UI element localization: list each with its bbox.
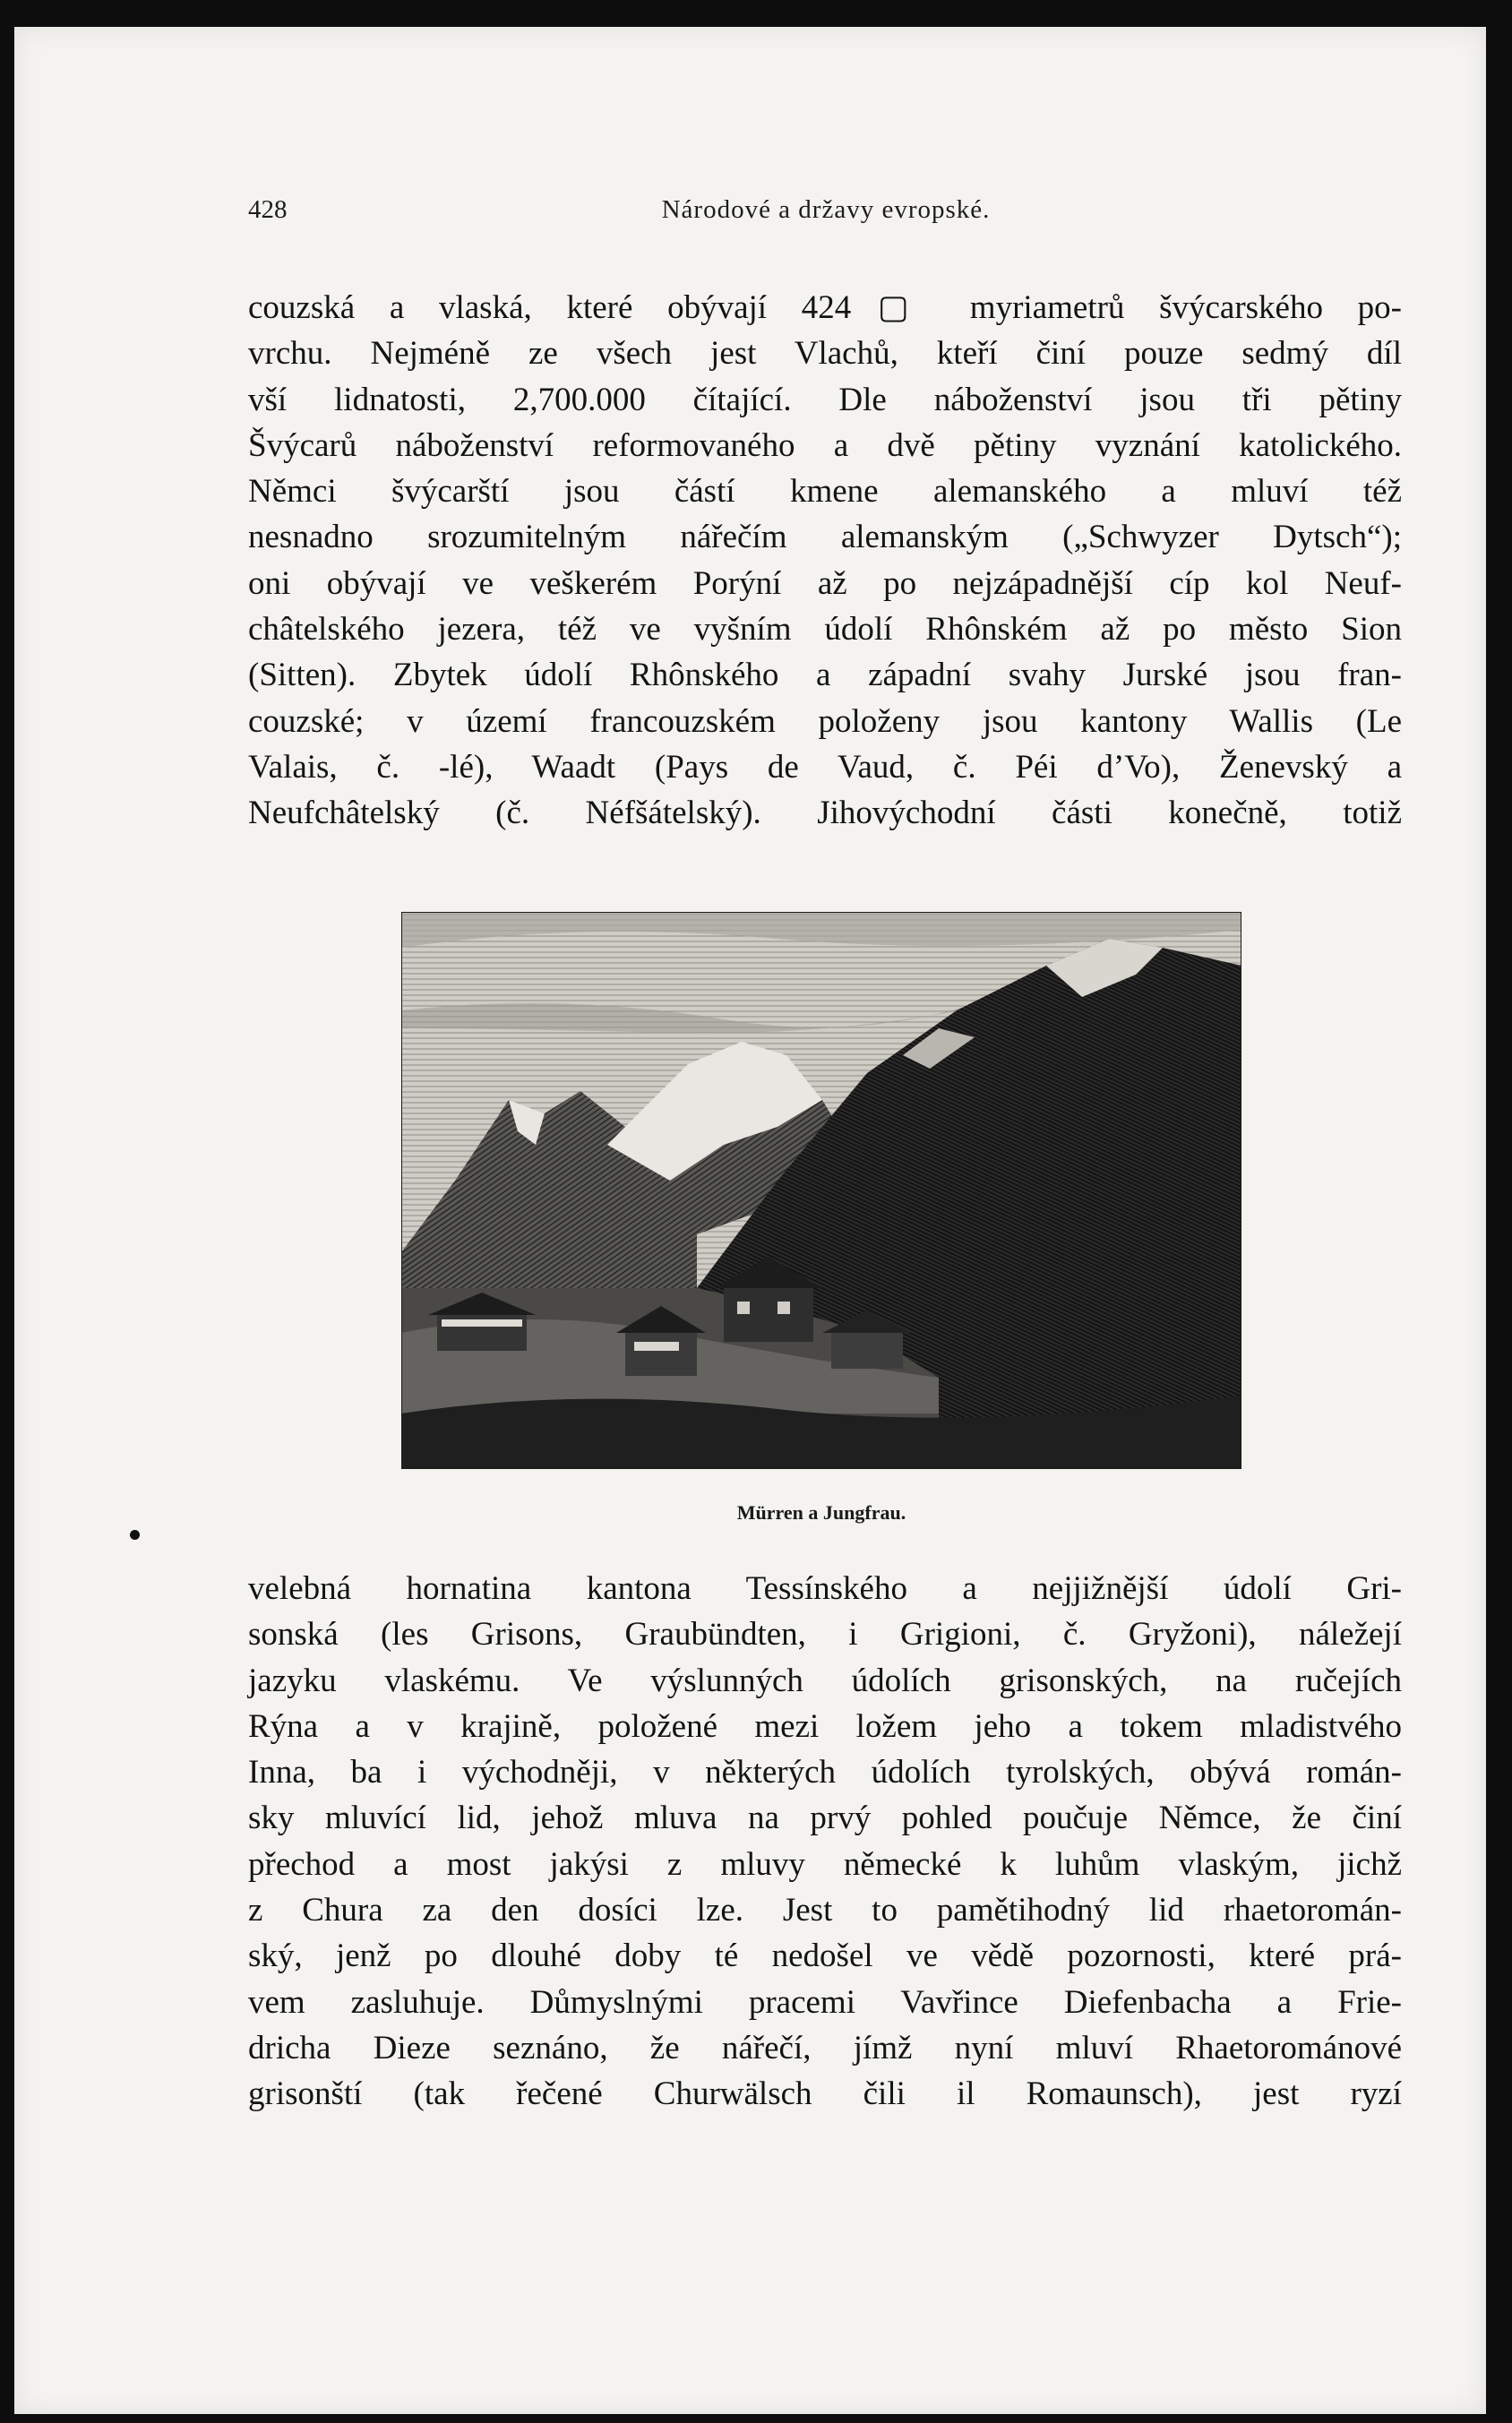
text-line: Rýna a v krajině, položené mezi ložem jeho a tokem mladistvého bbox=[248, 1707, 1402, 1745]
text-line: vem zasluhuje. Důmyslnými pracemi Vavřince Diefenbacha a Frie- bbox=[248, 1983, 1402, 2021]
text-line: vší lidnatosti, 2,700.000 čítající. Dle náboženství jsou tři pětiny bbox=[248, 381, 1402, 418]
paragraph-top bbox=[248, 285, 1402, 837]
text-line: Neufchâtelský (č. Néfšátelský). Jihovýchodní části konečně, totiž bbox=[248, 795, 1402, 832]
text-line: sonská (les Grisons, Graubündten, i Grigioni, č. Gryžoni), náležejí bbox=[248, 1616, 1402, 1654]
paragraph-bottom bbox=[248, 1566, 1402, 2118]
text-line: ský, jenž po dlouhé doby té nedošel ve vědě pozornosti, které prá- bbox=[248, 1938, 1402, 1975]
text-line: přechod a most jakýsi z mluvy německé k luhům vlaským, jichž bbox=[248, 1845, 1402, 1883]
text-line: dricha Dieze seznáno, že nářečí, jímž nyní mluví Rhaetorománové bbox=[248, 2029, 1402, 2066]
page-header bbox=[248, 195, 1404, 231]
text-line: châtelského jezera, též ve vyšním údolí Rhônském až po město Sion bbox=[248, 611, 1402, 649]
running-title: Národové a državy evropské. bbox=[661, 195, 991, 224]
margin-dot bbox=[130, 1530, 140, 1540]
text-line: couzská a vlaská, které obývají 424▢ myriametrů švýcarského po- bbox=[248, 289, 1402, 326]
text-line: jazyku vlaskému. Ve výslunných údolích grisonských, na ručejích bbox=[248, 1662, 1402, 1699]
text-line: (Sitten). Zbytek údolí Rhônského a západní svahy Jurské jsou fran- bbox=[248, 657, 1402, 694]
text-line: Valais, č. -lé), Waadt (Pays de Vaud, č. Péi d’Vo), Ženevský a bbox=[248, 748, 1402, 786]
figure-caption: Mürren a Jungfrau. bbox=[736, 1501, 906, 1524]
text-line: Inna, ba i východněji, v některých údolích tyrolských, obývá román- bbox=[248, 1754, 1402, 1791]
text-line: velebná hornatina kantona Tessínského a nejjižnější údolí Gri- bbox=[248, 1570, 1402, 1607]
text-line: z Chura za den dosíci lze. Jest to pamětihodný lid rhaetoromán- bbox=[248, 1892, 1402, 1929]
text-line: nesnadno srozumitelným nářečím alemanským („Schwyzer Dytsch“); bbox=[248, 519, 1402, 556]
mountain-engraving-figure bbox=[401, 912, 1241, 1469]
text-line: couzské; v území francouzském položeny jsou kantony Wallis (Le bbox=[248, 702, 1402, 740]
text-line: sky mluvící lid, jehož mluva na prvý pohled poučuje Němce, že činí bbox=[248, 1800, 1402, 1837]
text-line: grisonští (tak řečené Churwälsch čili il Romaunsch), jest ryzí bbox=[248, 2075, 1402, 2113]
text-line: vrchu. Nejméně ze všech jest Vlachů, kteří činí pouze sedmý díl bbox=[248, 335, 1402, 373]
engraving-illustration bbox=[401, 912, 1241, 1469]
text-line: oni obývají ve veškerém Porýní až po nejzápadnější cíp kol Neuf- bbox=[248, 564, 1402, 602]
page-number: 428 bbox=[248, 195, 288, 224]
text-line: Němci švýcarští jsou částí kmene alemanského a mluví též bbox=[248, 473, 1402, 511]
text-line: Švýcarů náboženství reformovaného a dvě pětiny vyznání katolického. bbox=[248, 426, 1402, 464]
